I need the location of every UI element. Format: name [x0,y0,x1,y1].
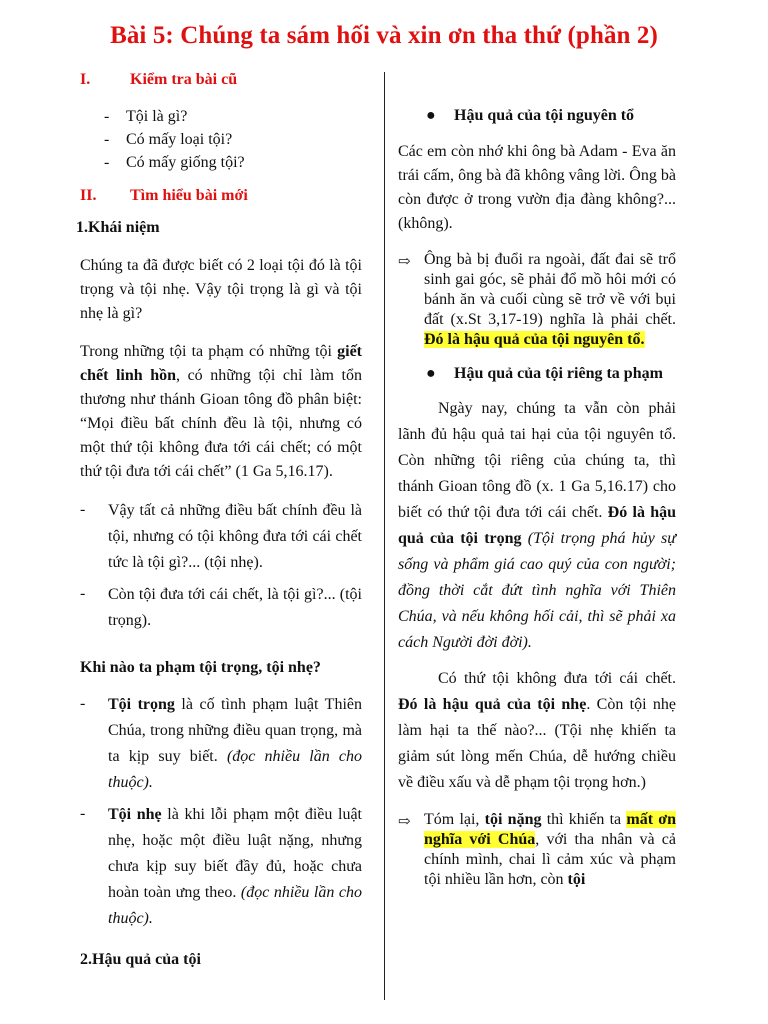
bullet-heading: ● Hậu quả của tội nguyên tổ [398,104,676,128]
arrow-item: ⇨ Ông bà bị đuổi ra ngoài, đất đai sẽ trổ sinh gai góc, sẽ phải đổ mồ hôi mới có bánh ăn và cuối cùng sẽ trở về với bụi đất (x.St 3,17-19) nghĩa là phải chết. Đó là hậu quả của tội nguyên tổ. [398,251,676,348]
bullet-icon: ● [426,365,436,382]
paragraph: Các em còn nhớ khi ông bà Adam - Eva ăn trái cấm, ông bà đã không vâng lời. Ông bà còn được ở trong vườn địa đàng không?... (không). [398,143,676,232]
section-heading-new-lesson [80,184,362,208]
subheading-consequences: 2.Hậu quả của tội [80,951,201,968]
dash-item: - Còn tội đưa tới cái chết, là tội gì?... (tội trọng). [80,585,362,629]
left-column [76,68,362,972]
section-heading-review [80,68,362,92]
paragraph: Chúng ta đã được biết có 2 loại tội đó là tội trọng và tội nhẹ. Vậy tội trọng là gì và tội nhẹ là gì? [80,257,362,322]
dash-item: - Vậy tất cả những điều bất chính đều là tội, nhưng có tội không đưa tới cái chết tức là tội gì?... (tội nhẹ). [80,501,362,571]
section-label: Tìm hiểu bài mới [130,187,248,204]
arrow-item: ⇨ Tóm lại, tội nặng thì khiến ta mất ơn nghĩa với Chúa, với tha nhân và cả chính mình, chai lì cảm xúc và phạm tội nhiều lần hơn, còn tội [398,811,677,888]
subheading-question: Khi nào ta phạm tội trọng, tội nhẹ? [80,659,321,676]
list-item: - Có mấy loại tội? [104,131,233,148]
paragraph: Trong những tội ta phạm có những tội giết chết linh hồn, có những tội chỉ làm tổn thương như thánh Gioan tông đồ phân biệt: “Mọi điều bất chính đều là tội, nhưng có một thứ tội không đưa tới cái chết; có một thứ tội đưa tới cái chết” (1 Ga 5,16.17). [80,343,362,480]
right-column [398,104,676,890]
bullet-heading: ● Hậu quả của tội riêng ta phạm [398,362,676,386]
section-number: II. [80,187,97,204]
section-number: I. [80,71,91,88]
bullet-icon: ● [426,107,436,124]
paragraph: Ngày nay, chúng ta vẫn còn phải lãnh đủ hậu quả tai hại của tội nguyên tổ. Còn những tội riêng của chúng ta, thì thánh Gioan tông đồ (x. 1 Ga 5,16.17) cho biết có thứ tội đưa tới cái chết. Đó là hậu quả của tội trọng (Tội trọng phá hủy sự sống và phẩm giá cao quý của con người; đồng thời cắt đứt tình nghĩa với Thiên Chúa, và nếu không hối cải, thì sẽ phải xa cách Người đời đời). [398,400,677,651]
arrow-icon: ⇨ [398,254,411,270]
column-divider [384,72,385,1000]
subheading-concept: 1.Khái niệm [76,219,160,236]
page-title: Bài 5: Chúng ta sám hối và xin ơn tha thứ (phần 2) [110,22,658,49]
list-item: - Có mấy giống tội? [104,154,245,171]
list-item: - Tội là gì? [104,108,188,125]
dash-item-mortal-sin: - Tội trọng là cố tình phạm luật Thiên Chúa, trong những điều quan trọng, mà ta kịp suy biết. (đọc nhiều lần cho thuộc). [80,695,362,791]
paragraph: Có thứ tội không đưa tới cái chết. Đó là hậu quả của tội nhẹ. Còn tội nhẹ làm hại ta thế nào?... (Tội nhẹ khiến ta giảm sút lòng mến Chúa, dễ hướng chiều về điều xấu và dễ phạm tội trọng hơn.) [398,670,676,791]
arrow-icon: ⇨ [398,814,411,830]
dash-item-venial-sin: - Tội nhẹ là khi lỗi phạm một điều luật nhẹ, hoặc một điều luật nặng, nhưng chưa kịp suy biết đầy đủ, hoặc chưa hoàn toàn ưng theo. (đọc nhiều lần cho thuộc). [80,805,362,927]
section-label: Kiểm tra bài cũ [130,71,238,88]
